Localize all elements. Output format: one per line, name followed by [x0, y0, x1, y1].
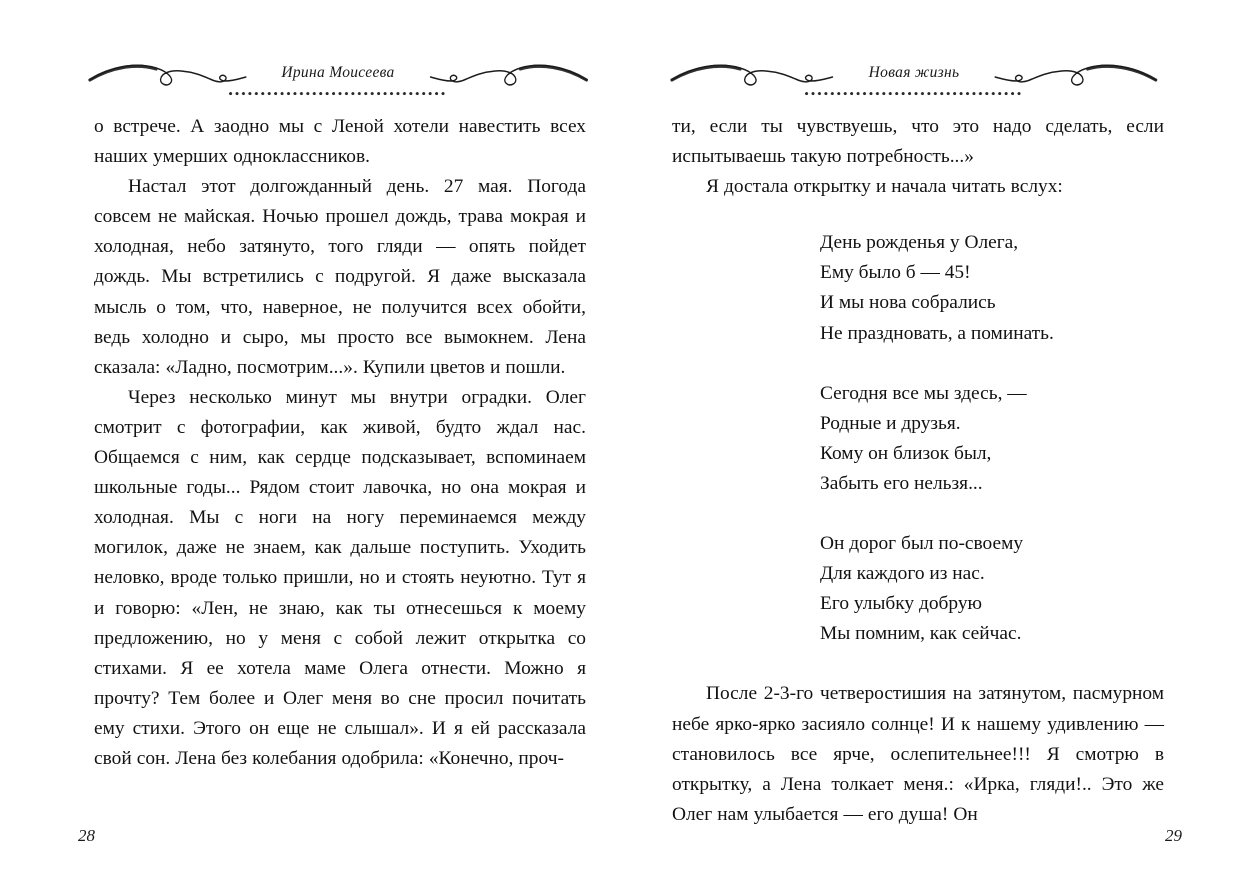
poem-line: Родные и друзья.	[820, 412, 961, 434]
poem-line: Ему было б — 45!	[820, 262, 971, 284]
poem-line: И мы нова собрались	[820, 292, 996, 314]
flourish-ornament-mirrored-icon	[409, 58, 588, 88]
poem-line: Для каждого из нас.	[820, 563, 985, 585]
poem-line: Его улыбку добрую	[820, 593, 983, 615]
poem-stanza	[820, 379, 1164, 499]
paragraph: Я достала открытку и начала читать вслух:	[706, 176, 1063, 198]
right-page-textblock	[672, 112, 1164, 830]
running-head-left	[88, 58, 588, 106]
poem-line: Кому он близок был,	[820, 442, 992, 464]
poem-line: Сегодня все мы здесь, —	[820, 382, 1027, 404]
paragraph: Через несколько минут мы внутри оградки. Олег смотрит с фотографии, как живой, будто ждал нас. Общаемся с ним, как сердце подсказывает, вспоминаем школьные годы... Рядом стоит лавочка, но она мокрая и холодная. Мы с ноги на ногу переминаемся между могилок, даже не знаем, как дальше поступить. Уходить неловко, вроде только пришли, но и стоять неуютно. Тут я и говорю: «Лен, не знаю, как ты отнесешься к моему предложению, но у меня с собой лежит открытка со стихами. Я ее хотела маме Олега отнести. Можно я прочту? Тем более и Олег меня во сне просил почитать ему стихи. Этого он еще не слышал». И я ей рассказала свой сон. Лена без колебания одобрила: «Конечно, проч-	[94, 386, 586, 769]
poem-stanza	[820, 529, 1164, 649]
right-page	[630, 0, 1260, 882]
running-head-dotted-rule	[805, 88, 1023, 100]
poem-line: Он дорог был по-своему	[820, 533, 1024, 555]
left-page-textblock	[94, 112, 586, 774]
running-head-row	[88, 58, 588, 88]
poem-line: День рожденья у Олега,	[820, 232, 1019, 254]
poem	[820, 228, 1164, 649]
flourish-ornament-icon	[88, 58, 267, 88]
running-head-dotted-rule	[229, 88, 447, 100]
running-head-title: Ирина Моисеева	[281, 64, 395, 81]
running-head-right	[670, 58, 1158, 106]
poem-stanza	[820, 228, 1164, 348]
paragraph: Настал этот долгожданный день. 27 мая. Погода совсем не майская. Ночью прошел дождь, трава мокрая и холодная, небо затянуто, того гляди — опять пойдет дождь. Мы встретились с подругой. Я даже высказала мысль о том, что, наверное, не получится всех обойти, ведь холодно и сыро, мы просто все вымокнем. Лена сказала: «Ладно, посмотрим...». Купили цветов и пошли.	[94, 176, 586, 378]
flourish-ornament-mirrored-icon	[973, 58, 1158, 88]
paragraph: ти, если ты чувствуешь, что это надо сделать, если испытываешь такую потребность...»	[672, 116, 1164, 168]
page-number-left: 28	[78, 826, 95, 845]
page-number-right: 29	[1165, 826, 1182, 845]
poem-line: Мы помним, как сейчас.	[820, 623, 1022, 645]
running-head-row	[670, 58, 1158, 88]
poem-line: Не праздновать, а поминать.	[820, 322, 1054, 344]
running-head-title: Новая жизнь	[868, 64, 960, 81]
poem-line: Забыть его нельзя...	[820, 472, 983, 494]
paragraph: После 2-3-го четверостишия на затянутом, пасмурном небе ярко-ярко засияло солнце! И к нашему удивлению — становилось все ярче, ослепительнее!!! Я смотрю в открытку, а Лена толкает меня.: «Ирка, гляди!.. Это же Олег нам улыбается — его душа! Он	[672, 683, 1164, 825]
paragraph: о встрече. А заодно мы с Леной хотели навестить всех наших умерших одноклассников.	[94, 116, 586, 168]
flourish-ornament-icon	[670, 58, 855, 88]
